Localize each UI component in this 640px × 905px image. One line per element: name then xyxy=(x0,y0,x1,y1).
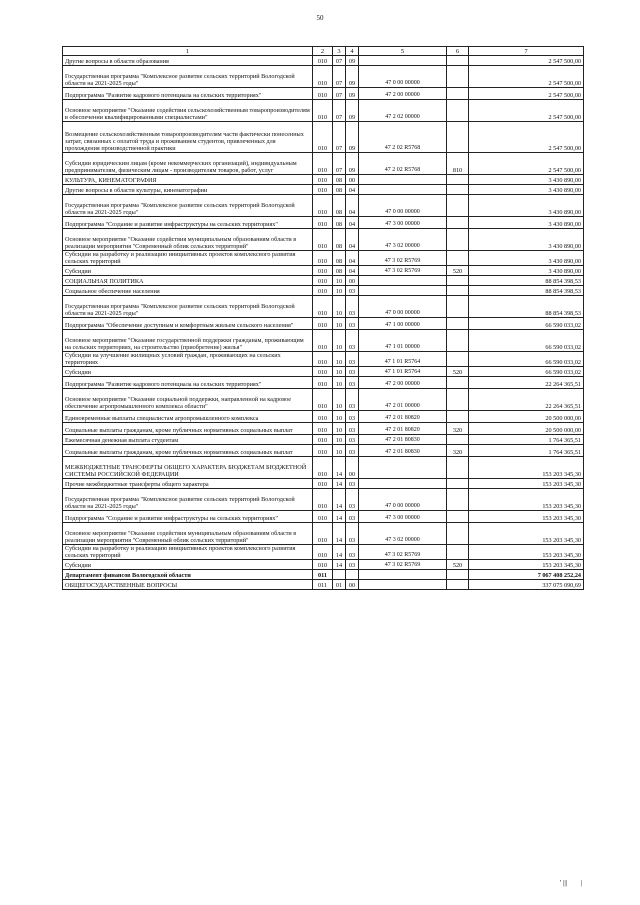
table-row xyxy=(63,318,584,330)
target-article-cell: 47 0 00 00000 xyxy=(359,195,447,217)
section-cell: 10 xyxy=(333,435,346,445)
subsection-cell: 03 xyxy=(346,367,359,377)
expense-type-cell: 320 xyxy=(447,423,469,435)
amount-cell: 2 547 500,00 xyxy=(469,56,584,66)
admin-code-cell: 010 xyxy=(313,411,333,423)
table-row xyxy=(63,479,584,489)
table-row xyxy=(63,56,584,66)
amount-cell: 22 264 365,51 xyxy=(469,389,584,411)
section-cell: 08 xyxy=(333,217,346,229)
expense-type-cell xyxy=(447,479,469,489)
section-cell: 07 xyxy=(333,66,346,88)
target-article-cell: 47 2 01 80820 xyxy=(359,423,447,435)
section-cell: 10 xyxy=(333,276,346,286)
table-row xyxy=(63,377,584,389)
section-cell: 10 xyxy=(333,318,346,330)
row-name-cell: Субсидии на разработку и реализацию инициативных проектов комплексного развития сельских территорий xyxy=(63,545,313,560)
table-row xyxy=(63,286,584,296)
subsection-cell: 04 xyxy=(346,195,359,217)
row-name-cell: Социальное обеспечение населения xyxy=(63,286,313,296)
table-row xyxy=(63,457,584,479)
table-row xyxy=(63,423,584,435)
section-cell: 07 xyxy=(333,153,346,175)
subsection-cell: 00 xyxy=(346,175,359,185)
admin-code-cell: 010 xyxy=(313,217,333,229)
target-article-cell: 47 2 01 80820 xyxy=(359,411,447,423)
amount-cell: 66 590 033,02 xyxy=(469,330,584,352)
section-cell: 08 xyxy=(333,175,346,185)
admin-code-cell: 010 xyxy=(313,367,333,377)
section-cell: 07 xyxy=(333,88,346,100)
table-row xyxy=(63,88,584,100)
amount-cell: 3 430 890,00 xyxy=(469,251,584,266)
subsection-cell: 03 xyxy=(346,445,359,457)
section-cell: 10 xyxy=(333,296,346,318)
amount-cell: 153 203 345,30 xyxy=(469,457,584,479)
expense-type-cell xyxy=(447,435,469,445)
subsection-cell: 09 xyxy=(346,100,359,122)
target-article-cell: 47 2 02 R5768 xyxy=(359,122,447,153)
amount-cell: 66 590 033,02 xyxy=(469,318,584,330)
table-row xyxy=(63,570,584,580)
amount-cell: 3 430 890,00 xyxy=(469,185,584,195)
row-name-cell: Подпрограмма "Создание и развитие инфраструктуры на сельских территориях" xyxy=(63,217,313,229)
admin-code-cell: 010 xyxy=(313,457,333,479)
admin-code-cell: 010 xyxy=(313,511,333,523)
amount-cell: 153 203 345,30 xyxy=(469,489,584,511)
target-article-cell: 47 3 02 R5769 xyxy=(359,545,447,560)
section-cell: 14 xyxy=(333,545,346,560)
amount-cell: 3 430 890,00 xyxy=(469,195,584,217)
column-header: 2 xyxy=(313,47,333,56)
subsection-cell: 09 xyxy=(346,56,359,66)
admin-code-cell: 010 xyxy=(313,88,333,100)
expense-type-cell xyxy=(447,318,469,330)
section-cell: 14 xyxy=(333,479,346,489)
subsection-cell: 03 xyxy=(346,511,359,523)
subsection-cell: 03 xyxy=(346,411,359,423)
section-cell: 10 xyxy=(333,286,346,296)
admin-code-cell: 010 xyxy=(313,266,333,276)
column-header: 7 xyxy=(469,47,584,56)
subsection-cell: 03 xyxy=(346,318,359,330)
amount-cell: 2 547 500,00 xyxy=(469,100,584,122)
target-article-cell: 47 3 02 00000 xyxy=(359,523,447,545)
target-article-cell: 47 0 00 00000 xyxy=(359,489,447,511)
row-name-cell: Субсидии xyxy=(63,367,313,377)
expense-type-cell xyxy=(447,88,469,100)
target-article-cell xyxy=(359,286,447,296)
target-article-cell: 47 1 00 00000 xyxy=(359,318,447,330)
table-row xyxy=(63,266,584,276)
amount-cell: 3 430 890,00 xyxy=(469,229,584,251)
expense-type-cell xyxy=(447,66,469,88)
row-name-cell: ОБЩЕГОСУДАРСТВЕННЫЕ ВОПРОСЫ xyxy=(63,580,313,590)
section-cell: 14 xyxy=(333,457,346,479)
expense-type-cell xyxy=(447,296,469,318)
subsection-cell xyxy=(346,570,359,580)
page-number: 50 xyxy=(316,14,324,22)
section-cell: 08 xyxy=(333,229,346,251)
admin-code-cell: 010 xyxy=(313,423,333,435)
admin-code-cell: 010 xyxy=(313,352,333,367)
footer-marks xyxy=(560,879,594,887)
table-row xyxy=(63,229,584,251)
expense-type-cell xyxy=(447,545,469,560)
subsection-cell: 00 xyxy=(346,580,359,590)
table-row xyxy=(63,175,584,185)
subsection-cell: 03 xyxy=(346,560,359,570)
section-cell: 10 xyxy=(333,330,346,352)
admin-code-cell: 010 xyxy=(313,195,333,217)
row-name-cell: Единовременные выплаты специалистам агропромышленного комплекса xyxy=(63,411,313,423)
subsection-cell: 03 xyxy=(346,389,359,411)
table-row xyxy=(63,489,584,511)
column-header: 5 xyxy=(359,47,447,56)
admin-code-cell: 010 xyxy=(313,229,333,251)
row-name-cell: КУЛЬТУРА, КИНЕМАТОГРАФИЯ xyxy=(63,175,313,185)
amount-cell: 88 854 398,53 xyxy=(469,276,584,286)
row-name-cell: Субсидии на улучшение жилищных условий граждан, проживающих на сельских территориях xyxy=(63,352,313,367)
target-article-cell: 47 3 00 00000 xyxy=(359,217,447,229)
table-row xyxy=(63,153,584,175)
target-article-cell xyxy=(359,479,447,489)
section-cell: 08 xyxy=(333,266,346,276)
row-name-cell: Подпрограмма "Создание и развитие инфраструктуры на сельских территориях" xyxy=(63,511,313,523)
column-header: 6 xyxy=(447,47,469,56)
footer-mark: | xyxy=(580,879,583,887)
column-header: 1 xyxy=(63,47,313,56)
amount-cell: 66 590 033,02 xyxy=(469,367,584,377)
section-cell: 07 xyxy=(333,56,346,66)
expense-type-cell xyxy=(447,377,469,389)
subsection-cell: 09 xyxy=(346,66,359,88)
row-name-cell: Другие вопросы в области культуры, кинематографии xyxy=(63,185,313,195)
admin-code-cell: 010 xyxy=(313,66,333,88)
expense-type-cell xyxy=(447,580,469,590)
row-name-cell: МЕЖБЮДЖЕТНЫЕ ТРАНСФЕРТЫ ОБЩЕГО ХАРАКТЕРА БЮДЖЕТАМ БЮДЖЕТНОЙ СИСТЕМЫ РОССИЙСКОЙ ФЕДЕРАЦИИ xyxy=(63,457,313,479)
admin-code-cell: 010 xyxy=(313,489,333,511)
target-article-cell xyxy=(359,580,447,590)
expense-type-cell xyxy=(447,56,469,66)
amount-cell: 153 203 345,30 xyxy=(469,511,584,523)
row-name-cell: Прочие межбюджетные трансферты общего характера xyxy=(63,479,313,489)
admin-code-cell: 010 xyxy=(313,435,333,445)
table-row xyxy=(63,122,584,153)
section-cell: 14 xyxy=(333,489,346,511)
row-name-cell: Подпрограмма "Развитие кадрового потенциала на сельских территориях" xyxy=(63,88,313,100)
subsection-cell: 03 xyxy=(346,296,359,318)
table-row xyxy=(63,217,584,229)
row-name-cell: Другие вопросы в области образования xyxy=(63,56,313,66)
table-row xyxy=(63,580,584,590)
expense-type-cell xyxy=(447,276,469,286)
amount-cell: 1 764 365,51 xyxy=(469,445,584,457)
subsection-cell: 03 xyxy=(346,352,359,367)
row-name-cell: Государственная программа "Комплексное развитие сельских территорий Вологодской области на 2021-2025 годы" xyxy=(63,296,313,318)
expense-type-cell xyxy=(447,570,469,580)
subsection-cell: 09 xyxy=(346,88,359,100)
table-row xyxy=(63,276,584,286)
table-row xyxy=(63,185,584,195)
amount-cell: 3 430 890,00 xyxy=(469,217,584,229)
expense-type-cell xyxy=(447,217,469,229)
section-cell: 10 xyxy=(333,411,346,423)
amount-cell: 2 547 500,00 xyxy=(469,153,584,175)
section-cell: 10 xyxy=(333,423,346,435)
amount-cell: 2 547 500,00 xyxy=(469,122,584,153)
footer-mark: ' ||| xyxy=(560,879,568,887)
target-article-cell: 47 0 00 00000 xyxy=(359,66,447,88)
admin-code-cell: 010 xyxy=(313,389,333,411)
row-name-cell: Основное мероприятие "Оказание содействия муниципальным образованиям области в реализации мероприятия "Современный облик сельских территорий" xyxy=(63,229,313,251)
subsection-cell: 03 xyxy=(346,286,359,296)
subsection-cell: 04 xyxy=(346,266,359,276)
target-article-cell: 47 2 00 00000 xyxy=(359,377,447,389)
table-row xyxy=(63,251,584,266)
amount-cell: 7 067 408 252,24 xyxy=(469,570,584,580)
target-article-cell: 47 3 02 R5769 xyxy=(359,251,447,266)
row-name-cell: Ежемесячная денежная выплата студентам xyxy=(63,435,313,445)
row-name-cell: Департамент финансов Вологодской области xyxy=(63,570,313,580)
table-row xyxy=(63,66,584,88)
expense-type-cell: 520 xyxy=(447,560,469,570)
expense-type-cell xyxy=(447,330,469,352)
amount-cell: 2 547 500,00 xyxy=(469,66,584,88)
row-name-cell: Основное мероприятие "Оказание социальной поддержки, направленной на кадровое обеспечение агропромышленного комплекса области" xyxy=(63,389,313,411)
row-name-cell: Государственная программа "Комплексное развитие сельских территорий Вологодской области на 2021-2025 годы" xyxy=(63,66,313,88)
target-article-cell: 47 3 02 00000 xyxy=(359,229,447,251)
admin-code-cell: 010 xyxy=(313,479,333,489)
admin-code-cell: 010 xyxy=(313,286,333,296)
admin-code-cell: 010 xyxy=(313,175,333,185)
amount-cell: 1 764 365,51 xyxy=(469,435,584,445)
expense-type-cell xyxy=(447,122,469,153)
section-cell: 10 xyxy=(333,389,346,411)
admin-code-cell: 010 xyxy=(313,251,333,266)
expense-type-cell: 520 xyxy=(447,367,469,377)
section-cell: 07 xyxy=(333,122,346,153)
subsection-cell: 00 xyxy=(346,276,359,286)
target-article-cell: 47 1 01 R5764 xyxy=(359,352,447,367)
row-name-cell: Государственная программа "Комплексное развитие сельских территорий Вологодской области на 2021-2025 годы" xyxy=(63,195,313,217)
section-cell: 14 xyxy=(333,511,346,523)
admin-code-cell: 010 xyxy=(313,100,333,122)
amount-cell: 3 430 890,00 xyxy=(469,175,584,185)
expense-type-cell xyxy=(447,175,469,185)
admin-code-cell: 010 xyxy=(313,560,333,570)
section-cell: 08 xyxy=(333,185,346,195)
subsection-cell: 04 xyxy=(346,229,359,251)
amount-cell: 22 264 365,51 xyxy=(469,377,584,389)
row-name-cell: СОЦИАЛЬНАЯ ПОЛИТИКА xyxy=(63,276,313,286)
target-article-cell: 47 3 02 R5769 xyxy=(359,266,447,276)
section-cell: 08 xyxy=(333,195,346,217)
column-header: 3 xyxy=(333,47,346,56)
target-article-cell: 47 3 00 00000 xyxy=(359,511,447,523)
subsection-cell: 03 xyxy=(346,330,359,352)
admin-code-cell: 010 xyxy=(313,377,333,389)
column-header: 4 xyxy=(346,47,359,56)
expense-type-cell xyxy=(447,185,469,195)
expense-type-cell xyxy=(447,195,469,217)
subsection-cell: 04 xyxy=(346,217,359,229)
row-name-cell: Подпрограмма "Развитие кадрового потенциала на сельских территориях" xyxy=(63,377,313,389)
amount-cell: 153 203 345,30 xyxy=(469,560,584,570)
admin-code-cell: 010 xyxy=(313,276,333,286)
table-row xyxy=(63,296,584,318)
table-row xyxy=(63,435,584,445)
section-cell: 01 xyxy=(333,580,346,590)
amount-cell: 88 854 398,53 xyxy=(469,296,584,318)
row-name-cell: Основное мероприятие "Оказание государственной поддержки гражданам, проживающим на сельских территориях, на строительство (приобретение) жилья" xyxy=(63,330,313,352)
section-cell: 07 xyxy=(333,100,346,122)
expense-type-cell xyxy=(447,352,469,367)
admin-code-cell: 010 xyxy=(313,545,333,560)
expense-type-cell xyxy=(447,523,469,545)
section-cell: 14 xyxy=(333,560,346,570)
target-article-cell xyxy=(359,56,447,66)
table-row xyxy=(63,545,584,560)
table-header-row xyxy=(63,47,584,56)
subsection-cell: 03 xyxy=(346,545,359,560)
table-row xyxy=(63,352,584,367)
table-row xyxy=(63,445,584,457)
amount-cell: 337 075 090,69 xyxy=(469,580,584,590)
target-article-cell: 47 2 00 00000 xyxy=(359,88,447,100)
target-article-cell xyxy=(359,185,447,195)
expense-type-cell xyxy=(447,286,469,296)
row-name-cell: Основное мероприятие "Оказание содействия муниципальным образованиям области в реализации мероприятия "Современный облик сельских территорий" xyxy=(63,523,313,545)
row-name-cell: Социальные выплаты гражданам, кроме публичных нормативных социальных выплат xyxy=(63,423,313,435)
admin-code-cell: 010 xyxy=(313,122,333,153)
subsection-cell: 03 xyxy=(346,435,359,445)
table-row xyxy=(63,411,584,423)
table-row xyxy=(63,100,584,122)
amount-cell: 20 500 000,00 xyxy=(469,411,584,423)
section-cell: 10 xyxy=(333,352,346,367)
target-article-cell: 47 1 01 00000 xyxy=(359,330,447,352)
section-cell: 10 xyxy=(333,367,346,377)
admin-code-cell: 011 xyxy=(313,580,333,590)
expense-type-cell: 520 xyxy=(447,266,469,276)
section-cell: 10 xyxy=(333,377,346,389)
target-article-cell: 47 1 01 R5764 xyxy=(359,367,447,377)
admin-code-cell: 010 xyxy=(313,153,333,175)
target-article-cell xyxy=(359,276,447,286)
admin-code-cell: 010 xyxy=(313,296,333,318)
section-cell xyxy=(333,570,346,580)
subsection-cell: 04 xyxy=(346,185,359,195)
subsection-cell: 04 xyxy=(346,251,359,266)
target-article-cell: 47 0 00 00000 xyxy=(359,296,447,318)
table-row xyxy=(63,195,584,217)
admin-code-cell: 010 xyxy=(313,445,333,457)
row-name-cell: Социальные выплаты гражданам, кроме публичных нормативных социальных выплат xyxy=(63,445,313,457)
admin-code-cell: 011 xyxy=(313,570,333,580)
target-article-cell xyxy=(359,570,447,580)
section-cell: 14 xyxy=(333,523,346,545)
target-article-cell: 47 2 02 R5768 xyxy=(359,153,447,175)
table-row xyxy=(63,560,584,570)
target-article-cell: 47 3 02 R5769 xyxy=(359,560,447,570)
expense-type-cell: 320 xyxy=(447,445,469,457)
expense-type-cell xyxy=(447,389,469,411)
expense-type-cell xyxy=(447,511,469,523)
admin-code-cell: 010 xyxy=(313,318,333,330)
subsection-cell: 03 xyxy=(346,423,359,435)
expense-type-cell: 810 xyxy=(447,153,469,175)
subsection-cell: 03 xyxy=(346,523,359,545)
row-name-cell: Субсидии на разработку и реализацию инициативных проектов комплексного развития сельских территорий xyxy=(63,251,313,266)
row-name-cell: Субсидии xyxy=(63,266,313,276)
admin-code-cell: 010 xyxy=(313,523,333,545)
target-article-cell: 47 2 01 80830 xyxy=(359,445,447,457)
table-row xyxy=(63,389,584,411)
row-name-cell: Основное мероприятие "Оказание содействия сельскохозяйственным товаропроизводителям в обеспечении квалифицированными специалистами" xyxy=(63,100,313,122)
target-article-cell xyxy=(359,175,447,185)
subsection-cell: 09 xyxy=(346,153,359,175)
subsection-cell: 09 xyxy=(346,122,359,153)
expense-type-cell xyxy=(447,489,469,511)
target-article-cell: 47 2 02 00000 xyxy=(359,100,447,122)
amount-cell: 153 203 345,30 xyxy=(469,523,584,545)
admin-code-cell: 010 xyxy=(313,185,333,195)
amount-cell: 153 203 345,30 xyxy=(469,479,584,489)
amount-cell: 2 547 500,00 xyxy=(469,88,584,100)
table-row xyxy=(63,367,584,377)
expense-type-cell xyxy=(447,229,469,251)
table-row xyxy=(63,330,584,352)
table-row xyxy=(63,511,584,523)
table-row xyxy=(63,523,584,545)
amount-cell: 20 500 000,00 xyxy=(469,423,584,435)
expense-type-cell xyxy=(447,411,469,423)
section-cell: 10 xyxy=(333,445,346,457)
target-article-cell: 47 2 01 80830 xyxy=(359,435,447,445)
expense-type-cell xyxy=(447,100,469,122)
subsection-cell: 03 xyxy=(346,479,359,489)
subsection-cell: 00 xyxy=(346,457,359,479)
expense-type-cell xyxy=(447,457,469,479)
admin-code-cell: 010 xyxy=(313,56,333,66)
target-article-cell: 47 2 01 00000 xyxy=(359,389,447,411)
subsection-cell: 03 xyxy=(346,489,359,511)
section-cell: 08 xyxy=(333,251,346,266)
admin-code-cell: 010 xyxy=(313,330,333,352)
row-name-cell: Государственная программа "Комплексное развитие сельских территорий Вологодской области на 2021-2025 годы" xyxy=(63,489,313,511)
row-name-cell: Подпрограмма "Обеспечение доступным и комфортным жильем сельского населения" xyxy=(63,318,313,330)
row-name-cell: Возмещение сельскохозяйственным товаропроизводителям части фактически понесенных затрат, связанных с оплатой труда и проживанием студентов, привлеченных для прохождения производственной практики xyxy=(63,122,313,153)
expense-type-cell xyxy=(447,251,469,266)
amount-cell: 88 854 398,53 xyxy=(469,286,584,296)
row-name-cell: Субсидии юридическим лицам (кроме некоммерческих организаций), индивидуальным предпринимателям, физическим лицам - производителям товаров, работ, услуг xyxy=(63,153,313,175)
subsection-cell: 03 xyxy=(346,377,359,389)
amount-cell: 3 430 890,00 xyxy=(469,266,584,276)
budget-table xyxy=(62,46,584,590)
target-article-cell xyxy=(359,457,447,479)
amount-cell: 66 590 033,02 xyxy=(469,352,584,367)
amount-cell: 153 203 345,30 xyxy=(469,545,584,560)
row-name-cell: Субсидии xyxy=(63,560,313,570)
